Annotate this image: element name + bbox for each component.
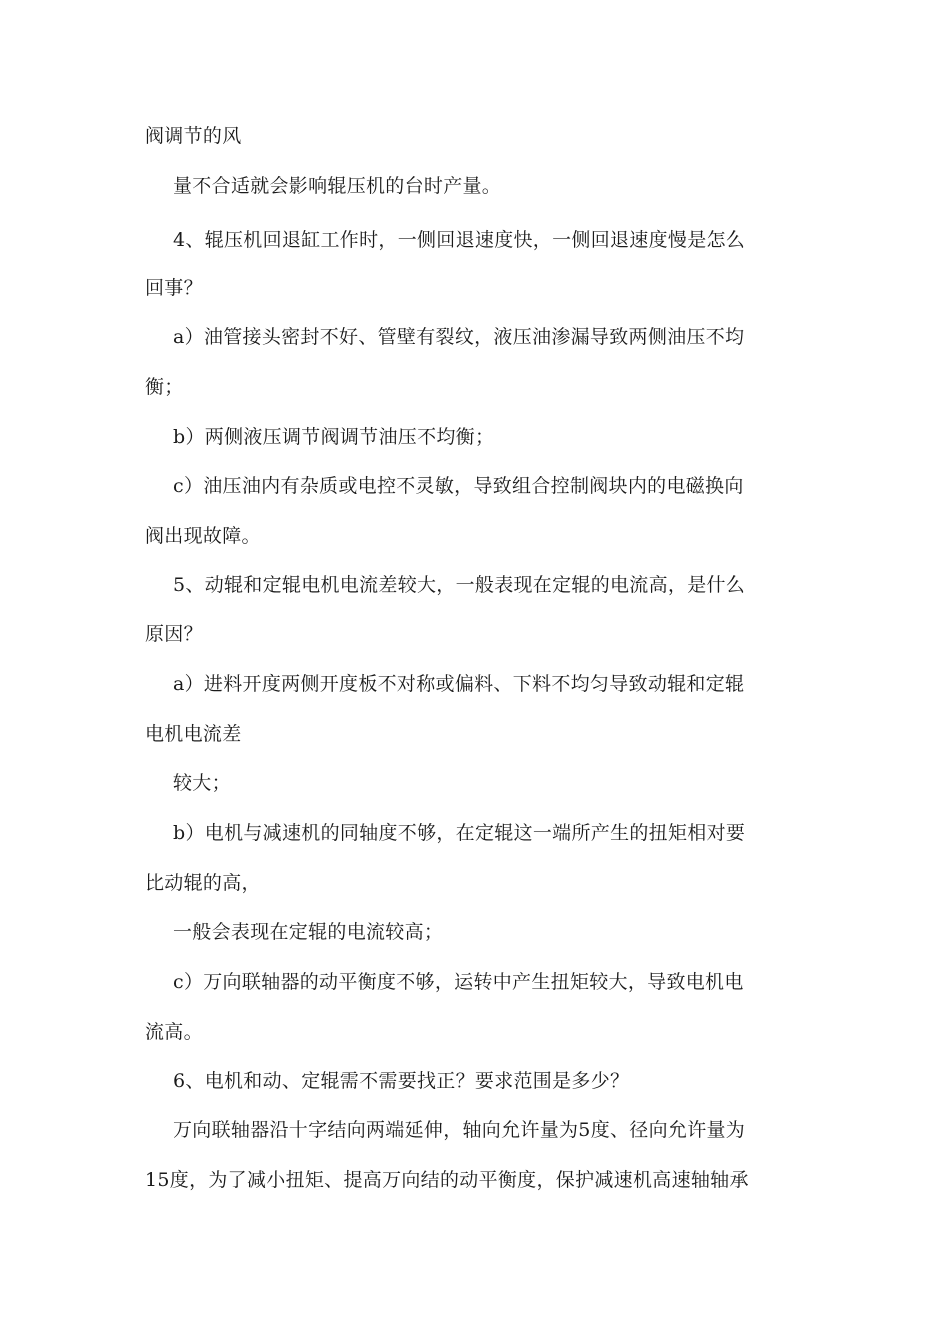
text-line: 电机电流差 — [145, 723, 242, 745]
text-line: 4、辊压机回退缸工作时，一侧回退速度快，一侧回退速度慢是怎么 — [173, 229, 746, 251]
text-line: b）两侧液压调节阀调节油压不均衡； — [173, 426, 495, 448]
text-line: 阀出现故障。 — [145, 525, 261, 547]
text-line: a）进料开度两侧开度板不对称或偏料、下料不均匀导致动辊和定辊 — [173, 673, 745, 695]
text-line: 衡； — [145, 376, 184, 398]
text-line: 万向联轴器沿十字结向两端延伸，轴向允许量为5度、径向允许量为 — [173, 1119, 746, 1141]
text-line: c）万向联轴器的动平衡度不够，运转中产生扭矩较大，导致电机电 — [173, 971, 744, 993]
text-line: 回事？ — [145, 277, 203, 299]
text-line: c）油压油内有杂质或电控不灵敏，导致组合控制阀块内的电磁换向 — [173, 475, 744, 497]
text-line: 量不合适就会影响辊压机的台时产量。 — [173, 175, 502, 197]
text-line: 比动辊的高， — [145, 872, 261, 894]
text-line: 阀调节的风 — [145, 125, 242, 147]
text-line: 原因？ — [145, 623, 203, 645]
text-line: 流高。 — [145, 1021, 203, 1043]
text-line: 较大； — [173, 772, 231, 794]
text-line: 6、电机和动、定辊需不需要找正？要求范围是多少？ — [173, 1070, 630, 1092]
text-line: b）电机与减速机的同轴度不够，在定辊这一端所产生的扭矩相对要 — [173, 822, 746, 844]
text-line: a）油管接头密封不好、管壁有裂纹，液压油渗漏导致两侧油压不均 — [173, 326, 745, 348]
text-line: 一般会表现在定辊的电流较高； — [173, 921, 444, 943]
text-line: 15度，为了减小扭矩、提高万向结的动平衡度，保护减速机高速轴轴承 — [145, 1169, 749, 1191]
text-line: 5、动辊和定辊电机电流差较大，一般表现在定辊的电流高，是什么 — [173, 574, 746, 596]
